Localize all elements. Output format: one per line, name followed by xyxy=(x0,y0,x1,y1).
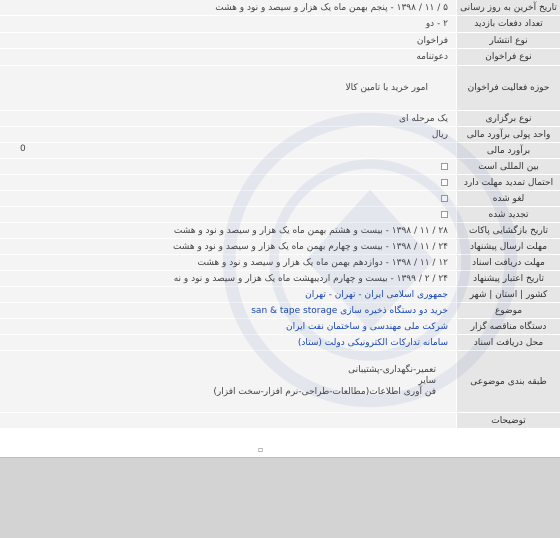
label-subject: موضوع xyxy=(456,303,560,318)
page-footer-background xyxy=(0,457,560,538)
value-description xyxy=(0,413,456,428)
renewed-checkbox xyxy=(441,211,448,218)
label-category: طبقه بندی موضوعی xyxy=(456,351,560,412)
label-location: کشور | استان | شهر xyxy=(456,287,560,302)
label-description: توضیحات xyxy=(456,413,560,428)
label-validity-date: تاریخ اعتبار پیشنهاد xyxy=(456,271,560,286)
row-currency xyxy=(0,127,560,143)
row-location xyxy=(0,287,560,303)
value-document-deadline: ۱۲ / ۱۱ / ۱۳۹۸ - دوازدهم بهمن ماه یک هزار و سیصد و نود و هشت xyxy=(0,255,456,270)
row-visit-count xyxy=(0,16,560,33)
row-document-deadline xyxy=(0,255,560,271)
value-opening-date: ۲۸ / ۱۱ / ۱۳۹۸ - بیست و هشتم بهمن ماه یک هزار و سیصد و نود و هشت xyxy=(0,223,456,238)
value-currency: ریال xyxy=(0,127,456,142)
label-submission-deadline: مهلت ارسال پیشنهاد xyxy=(456,239,560,254)
value-category xyxy=(0,351,456,412)
row-category xyxy=(0,351,560,413)
label-activity-field: حوزه فعالیت فراخوان xyxy=(456,66,560,110)
value-call-type: دعوتنامه xyxy=(0,49,456,65)
bottom-checkbox-icon: ▫ xyxy=(258,445,264,454)
label-cancelled: لغو شده xyxy=(456,191,560,206)
label-estimate: برآورد مالی xyxy=(456,143,560,158)
label-publish-type: نوع انتشار xyxy=(456,33,560,48)
value-holding-type: یک مرحله ای xyxy=(0,111,456,126)
value-submission-deadline: ۲۴ / ۱۱ / ۱۳۹۸ - بیست و چهارم بهمن ماه یک هزار و سیصد و نود و هشت xyxy=(0,239,456,254)
category-line: تعمیر-نگهداری-پشتیبانی xyxy=(348,365,436,375)
estimate-amount: 0 xyxy=(20,144,26,154)
cancelled-checkbox xyxy=(441,195,448,202)
row-activity-field xyxy=(0,66,560,111)
row-holding-type xyxy=(0,111,560,127)
value-cancelled xyxy=(0,191,456,206)
label-opening-date: تاریخ بازگشایی پاکات xyxy=(456,223,560,238)
row-call-type xyxy=(0,49,560,66)
value-publish-type: فراخوان xyxy=(0,33,456,48)
row-last-update xyxy=(0,0,560,16)
label-currency: واحد پولی برآورد مالی xyxy=(456,127,560,142)
label-international: بین المللی است xyxy=(456,159,560,174)
row-description xyxy=(0,413,560,429)
row-submission-deadline xyxy=(0,239,560,255)
row-organization xyxy=(0,319,560,335)
category-line: فن آوری اطلاعات(مطالعات-طراحی-نرم افزار-سخت افزار) xyxy=(213,387,436,397)
row-extension xyxy=(0,175,560,191)
row-opening-date xyxy=(0,223,560,239)
row-estimate xyxy=(0,143,560,159)
label-organization: دستگاه مناقصه گزار xyxy=(456,319,560,334)
label-call-type: نوع فراخوان xyxy=(456,49,560,65)
extension-checkbox xyxy=(441,179,448,186)
value-renewed xyxy=(0,207,456,222)
value-document-location[interactable]: سامانه تدارکات الکترونیکی دولت (ستاد) xyxy=(0,335,456,350)
value-location: جمهوری اسلامی ایران - تهران - تهران xyxy=(0,287,456,302)
international-checkbox xyxy=(441,163,448,170)
label-extension: احتمال تمدید مهلت دارد xyxy=(456,175,560,190)
row-subject xyxy=(0,303,560,319)
row-validity-date xyxy=(0,271,560,287)
row-cancelled xyxy=(0,191,560,207)
row-international xyxy=(0,159,560,175)
label-document-location: محل دریافت اسناد xyxy=(456,335,560,350)
value-visit-count: ۲ - دو xyxy=(0,16,456,32)
label-document-deadline: مهلت دریافت اسناد xyxy=(456,255,560,270)
value-organization[interactable]: شرکت ملی مهندسی و ساختمان نفت ایران xyxy=(0,319,456,334)
value-international xyxy=(0,159,456,174)
value-extension xyxy=(0,175,456,190)
value-last-update: ۵ / ۱۱ / ۱۳۹۸ - پنجم بهمن ماه یک هزار و سیصد و نود و هشت xyxy=(0,0,456,15)
value-estimate xyxy=(0,143,456,158)
label-holding-type: نوع برگزاری xyxy=(456,111,560,126)
category-line: سایر xyxy=(418,376,436,386)
label-last-update: تاریخ آخرین به روز رسانی xyxy=(456,0,560,15)
row-document-location xyxy=(0,335,560,351)
row-publish-type xyxy=(0,33,560,49)
label-renewed: تجدید شده xyxy=(456,207,560,222)
value-subject: خرید دو دستگاه ذخیره سازی san & tape storage xyxy=(0,303,456,318)
label-visit-count: تعداد دفعات بازدید xyxy=(456,16,560,32)
value-validity-date: ۲۴ / ۲ / ۱۳۹۹ - بیست و چهارم اردیبهشت ماه یک هزار و سیصد و نود و نه xyxy=(0,271,456,286)
row-renewed xyxy=(0,207,560,223)
value-activity-field: امور خرید با تامین کالا xyxy=(0,66,456,110)
